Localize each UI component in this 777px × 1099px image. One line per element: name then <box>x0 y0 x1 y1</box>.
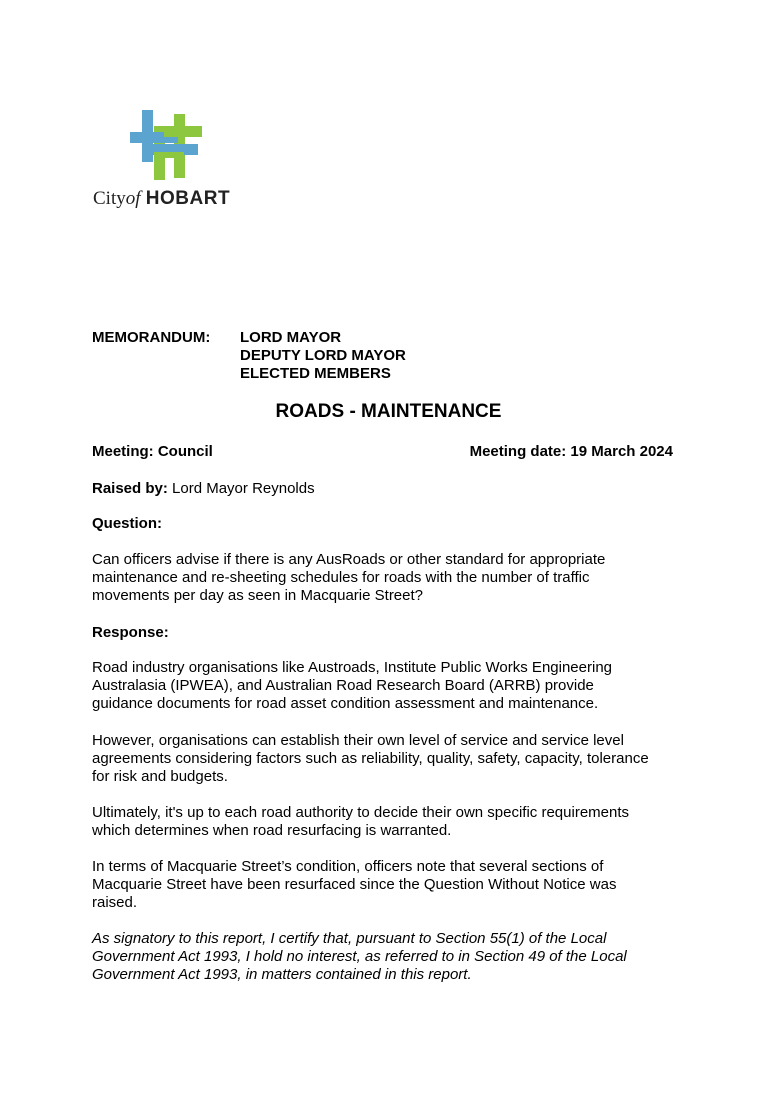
memorandum-recipients <box>240 329 406 383</box>
question-text <box>92 551 692 605</box>
meeting-date: Meeting date: 19 March 2024 <box>469 443 673 460</box>
recipient-elected-members: ELECTED MEMBERS <box>240 365 391 382</box>
recipient-lord-mayor: LORD MAYOR <box>240 329 342 346</box>
raised-by-value: Lord Mayor Reynolds <box>172 480 315 497</box>
memorandum-label: MEMORANDUM: <box>92 329 211 346</box>
response-line: Road industry organisations like Austroads, Institute Public Works Engineering <box>92 659 612 676</box>
raised-by <box>92 480 692 498</box>
declaration-line: As signatory to this report, I certify that, pursuant to Section 55(1) of the Local <box>92 930 607 947</box>
response-line: Australasia (IPWEA), and Australian Road Research Board (ARRB) provide <box>92 677 594 694</box>
declaration-line: Government Act 1993, in matters contained in this report. <box>92 966 472 983</box>
recipient-deputy-lord-mayor: DEPUTY LORD MAYOR <box>240 347 406 364</box>
document-title: ROADS - MAINTENANCE <box>275 401 502 422</box>
meeting-type: Meeting: Council <box>92 443 213 460</box>
response-line: which determines when road resurfacing is warranted. <box>92 822 452 839</box>
response-heading: Response: <box>92 624 169 641</box>
response-line: for risk and budgets. <box>92 768 228 785</box>
response-paragraph <box>92 804 692 840</box>
logo-wordmark <box>93 188 230 210</box>
response-line: agreements considering factors such as reliability, quality, safety, capacity, tolerance <box>92 750 649 767</box>
hobart-cross-logo-icon <box>128 108 204 180</box>
response-paragraph <box>92 659 692 713</box>
question-line: movements per day as seen in Macquarie Street? <box>92 587 424 604</box>
question-line: Can officers advise if there is any AusRoads or other standard for appropriate <box>92 551 606 568</box>
response-line: However, organisations can establish their own level of service and service level <box>92 732 624 749</box>
raised-by-label: Raised by: <box>92 480 168 497</box>
response-paragraph <box>92 732 692 786</box>
response-paragraph <box>92 858 692 912</box>
response-line: Macquarie Street have been resurfaced since the Question Without Notice was <box>92 876 617 893</box>
response-line: Ultimately, it's up to each road authority to decide their own specific requirements <box>92 804 630 821</box>
logo-text-hobart: HOBART <box>145 188 231 209</box>
response-line: In terms of Macquarie Street’s condition, officers note that several sections of <box>92 858 604 875</box>
city-of-hobart-logo <box>92 108 252 218</box>
question-line: maintenance and re-sheeting schedules for roads with the number of traffic <box>92 569 590 586</box>
logo-text-of: of <box>125 188 141 209</box>
response-line: guidance documents for road asset condition assessment and maintenance. <box>92 695 599 712</box>
response-line: raised. <box>92 894 138 911</box>
question-heading: Question: <box>92 515 162 532</box>
logo-text-city: City <box>93 188 126 209</box>
interest-declaration <box>92 930 692 984</box>
declaration-line: Government Act 1993, I hold no interest, as referred to in Section 49 of the Local <box>92 948 627 965</box>
